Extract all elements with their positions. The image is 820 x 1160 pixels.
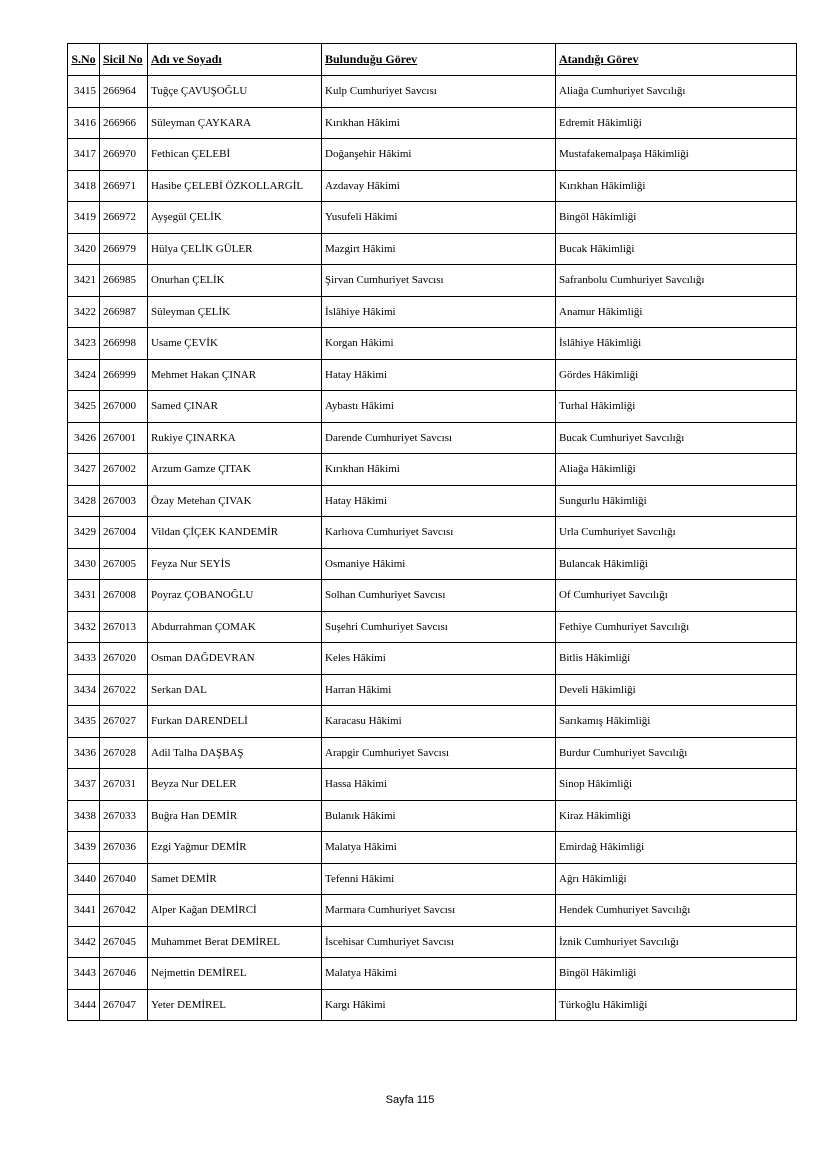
cell-assigned-post: Emirdağ Hâkimliği (556, 832, 797, 864)
cell-name: Vildan ÇİÇEK KANDEMİR (148, 517, 322, 549)
cell-assigned-post: Bucak Cumhuriyet Savcılığı (556, 422, 797, 454)
cell-sno: 3433 (68, 643, 100, 675)
cell-sno: 3422 (68, 296, 100, 328)
cell-name: Tuğçe ÇAVUŞOĞLU (148, 76, 322, 108)
cell-current-post: Osmaniye Hâkimi (322, 548, 556, 580)
table-row (68, 643, 797, 675)
cell-name: Osman DAĞDEVRAN (148, 643, 322, 675)
cell-current-post: Solhan Cumhuriyet Savcısı (322, 580, 556, 612)
cell-current-post: Malatya Hâkimi (322, 832, 556, 864)
header-sno: S.No (68, 44, 100, 76)
cell-assigned-post: Hendek Cumhuriyet Savcılığı (556, 895, 797, 927)
cell-sno: 3426 (68, 422, 100, 454)
cell-name: Rukiye ÇINARKA (148, 422, 322, 454)
cell-current-post: Darende Cumhuriyet Savcısı (322, 422, 556, 454)
table-header-row (68, 44, 797, 76)
table-row (68, 485, 797, 517)
cell-current-post: Yusufeli Hâkimi (322, 202, 556, 234)
cell-assigned-post: Aliağa Cumhuriyet Savcılığı (556, 76, 797, 108)
cell-current-post: Mazgirt Hâkimi (322, 233, 556, 265)
cell-sno: 3420 (68, 233, 100, 265)
table-row (68, 139, 797, 171)
table-row (68, 265, 797, 297)
cell-sno: 3431 (68, 580, 100, 612)
cell-sno: 3421 (68, 265, 100, 297)
cell-assigned-post: Bulancak Hâkimliği (556, 548, 797, 580)
cell-current-post: Kırıkhan Hâkimi (322, 454, 556, 486)
table-row (68, 580, 797, 612)
cell-sicil-no: 266979 (100, 233, 148, 265)
table-row (68, 454, 797, 486)
cell-assigned-post: Bingöl Hâkimliği (556, 958, 797, 990)
cell-name: Arzum Gamze ÇITAK (148, 454, 322, 486)
cell-sno: 3444 (68, 989, 100, 1021)
cell-assigned-post: Sungurlu Hâkimliği (556, 485, 797, 517)
table-row (68, 863, 797, 895)
cell-assigned-post: Anamur Hâkimliği (556, 296, 797, 328)
cell-current-post: Doğanşehir Hâkimi (322, 139, 556, 171)
cell-sicil-no: 267002 (100, 454, 148, 486)
cell-sicil-no: 266964 (100, 76, 148, 108)
cell-assigned-post: Sarıkamış Hâkimliği (556, 706, 797, 738)
cell-current-post: Hatay Hâkimi (322, 359, 556, 391)
cell-assigned-post: Safranbolu Cumhuriyet Savcılığı (556, 265, 797, 297)
cell-name: Buğra Han DEMİR (148, 800, 322, 832)
cell-sicil-no: 267033 (100, 800, 148, 832)
cell-assigned-post: Urla Cumhuriyet Savcılığı (556, 517, 797, 549)
cell-sicil-no: 267040 (100, 863, 148, 895)
cell-sicil-no: 266966 (100, 107, 148, 139)
cell-sno: 3434 (68, 674, 100, 706)
cell-current-post: Arapgir Cumhuriyet Savcısı (322, 737, 556, 769)
cell-name: Furkan DARENDELİ (148, 706, 322, 738)
cell-sno: 3427 (68, 454, 100, 486)
cell-current-post: Kulp Cumhuriyet Savcısı (322, 76, 556, 108)
cell-current-post: İscehisar Cumhuriyet Savcısı (322, 926, 556, 958)
table-row (68, 926, 797, 958)
appointments-table (67, 43, 797, 1021)
cell-current-post: Malatya Hâkimi (322, 958, 556, 990)
cell-current-post: Hatay Hâkimi (322, 485, 556, 517)
cell-assigned-post: Aliağa Hâkimliği (556, 454, 797, 486)
cell-sicil-no: 267031 (100, 769, 148, 801)
cell-name: Nejmettin DEMİREL (148, 958, 322, 990)
cell-sno: 3442 (68, 926, 100, 958)
cell-sicil-no: 266998 (100, 328, 148, 360)
cell-name: Abdurrahman ÇOMAK (148, 611, 322, 643)
cell-assigned-post: Bucak Hâkimliği (556, 233, 797, 265)
table-row (68, 202, 797, 234)
table-row (68, 391, 797, 423)
cell-name: Hasibe ÇELEBİ ÖZKOLLARGİL (148, 170, 322, 202)
cell-assigned-post: Sinop Hâkimliği (556, 769, 797, 801)
cell-assigned-post: Türkoğlu Hâkimliği (556, 989, 797, 1021)
cell-current-post: Marmara Cumhuriyet Savcısı (322, 895, 556, 927)
cell-sno: 3418 (68, 170, 100, 202)
table-row (68, 737, 797, 769)
cell-sno: 3429 (68, 517, 100, 549)
cell-sicil-no: 267020 (100, 643, 148, 675)
cell-assigned-post: Kiraz Hâkimliği (556, 800, 797, 832)
cell-sicil-no: 266971 (100, 170, 148, 202)
cell-name: Süleyman ÇELİK (148, 296, 322, 328)
cell-name: Mehmet Hakan ÇINAR (148, 359, 322, 391)
cell-current-post: Tefenni Hâkimi (322, 863, 556, 895)
cell-sicil-no: 267005 (100, 548, 148, 580)
cell-sno: 3430 (68, 548, 100, 580)
cell-current-post: Karlıova Cumhuriyet Savcısı (322, 517, 556, 549)
cell-sicil-no: 266972 (100, 202, 148, 234)
cell-name: Fethican ÇELEBİ (148, 139, 322, 171)
cell-assigned-post: Edremit Hâkimliği (556, 107, 797, 139)
cell-sicil-no: 266985 (100, 265, 148, 297)
cell-name: Samed ÇINAR (148, 391, 322, 423)
cell-name: Beyza Nur DELER (148, 769, 322, 801)
cell-sicil-no: 267036 (100, 832, 148, 864)
table-row (68, 706, 797, 738)
cell-current-post: Keles Hâkimi (322, 643, 556, 675)
cell-sno: 3435 (68, 706, 100, 738)
cell-assigned-post: Ağrı Hâkimliği (556, 863, 797, 895)
cell-sno: 3441 (68, 895, 100, 927)
cell-current-post: Kargı Hâkimi (322, 989, 556, 1021)
cell-current-post: Harran Hâkimi (322, 674, 556, 706)
cell-current-post: Bulanık Hâkimi (322, 800, 556, 832)
table-row (68, 800, 797, 832)
table-row (68, 76, 797, 108)
cell-current-post: Kırıkhan Hâkimi (322, 107, 556, 139)
cell-sicil-no: 267046 (100, 958, 148, 990)
cell-sicil-no: 267008 (100, 580, 148, 612)
table-row (68, 989, 797, 1021)
cell-current-post: Aybastı Hâkimi (322, 391, 556, 423)
cell-name: Onurhan ÇELİK (148, 265, 322, 297)
cell-sicil-no: 266970 (100, 139, 148, 171)
cell-current-post: Hassa Hâkimi (322, 769, 556, 801)
cell-current-post: Suşehri Cumhuriyet Savcısı (322, 611, 556, 643)
cell-name: Serkan DAL (148, 674, 322, 706)
cell-sicil-no: 267003 (100, 485, 148, 517)
table-row (68, 422, 797, 454)
table-row (68, 895, 797, 927)
cell-assigned-post: Fethiye Cumhuriyet Savcılığı (556, 611, 797, 643)
cell-sicil-no: 267000 (100, 391, 148, 423)
table-row (68, 769, 797, 801)
table-row (68, 517, 797, 549)
cell-current-post: Karacasu Hâkimi (322, 706, 556, 738)
cell-sicil-no: 267045 (100, 926, 148, 958)
cell-assigned-post: Mustafakemalpaşa Hâkimliği (556, 139, 797, 171)
table-row (68, 170, 797, 202)
cell-sno: 3425 (68, 391, 100, 423)
table-row (68, 328, 797, 360)
table-row (68, 958, 797, 990)
cell-assigned-post: İslâhiye Hâkimliği (556, 328, 797, 360)
cell-name: Feyza Nur SEYİS (148, 548, 322, 580)
header-current-post: Bulunduğu Görev (322, 44, 556, 76)
cell-name: Samet DEMİR (148, 863, 322, 895)
cell-sno: 3416 (68, 107, 100, 139)
cell-assigned-post: Gördes Hâkimliği (556, 359, 797, 391)
cell-current-post: Korgan Hâkimi (322, 328, 556, 360)
table-row (68, 233, 797, 265)
cell-sno: 3423 (68, 328, 100, 360)
cell-sicil-no: 267027 (100, 706, 148, 738)
cell-sno: 3436 (68, 737, 100, 769)
cell-sno: 3415 (68, 76, 100, 108)
cell-sicil-no: 267004 (100, 517, 148, 549)
cell-sno: 3438 (68, 800, 100, 832)
cell-sicil-no: 267028 (100, 737, 148, 769)
cell-sno: 3439 (68, 832, 100, 864)
cell-assigned-post: Of Cumhuriyet Savcılığı (556, 580, 797, 612)
cell-sno: 3437 (68, 769, 100, 801)
page-number: Sayfa 115 (385, 1094, 435, 1106)
header-assigned-post: Atandığı Görev (556, 44, 797, 76)
cell-sno: 3424 (68, 359, 100, 391)
cell-name: Özay Metehan ÇIVAK (148, 485, 322, 517)
cell-name: Muhammet Berat DEMİREL (148, 926, 322, 958)
cell-sicil-no: 266999 (100, 359, 148, 391)
cell-name: Ayşegül ÇELİK (148, 202, 322, 234)
cell-sno: 3417 (68, 139, 100, 171)
cell-assigned-post: Bitlis Hâkimliği (556, 643, 797, 675)
cell-assigned-post: İznik Cumhuriyet Savcılığı (556, 926, 797, 958)
table-row (68, 107, 797, 139)
cell-assigned-post: Kırıkhan Hâkimliği (556, 170, 797, 202)
cell-name: Ezgi Yağmur DEMİR (148, 832, 322, 864)
cell-sicil-no: 267042 (100, 895, 148, 927)
cell-name: Alper Kağan DEMİRCİ (148, 895, 322, 927)
header-name: Adı ve Soyadı (148, 44, 322, 76)
cell-current-post: Azdavay Hâkimi (322, 170, 556, 202)
cell-sno: 3440 (68, 863, 100, 895)
cell-current-post: İslâhiye Hâkimi (322, 296, 556, 328)
cell-name: Süleyman ÇAYKARA (148, 107, 322, 139)
table-row (68, 296, 797, 328)
table-row (68, 832, 797, 864)
cell-name: Hülya ÇELİK GÜLER (148, 233, 322, 265)
table-row (68, 548, 797, 580)
cell-sicil-no: 267047 (100, 989, 148, 1021)
cell-sicil-no: 267013 (100, 611, 148, 643)
cell-sno: 3443 (68, 958, 100, 990)
cell-name: Yeter DEMİREL (148, 989, 322, 1021)
table-row (68, 611, 797, 643)
cell-name: Usame ÇEVİK (148, 328, 322, 360)
table-row (68, 359, 797, 391)
cell-current-post: Şirvan Cumhuriyet Savcısı (322, 265, 556, 297)
cell-assigned-post: Burdur Cumhuriyet Savcılığı (556, 737, 797, 769)
cell-sicil-no: 267001 (100, 422, 148, 454)
cell-sicil-no: 266987 (100, 296, 148, 328)
cell-sno: 3428 (68, 485, 100, 517)
header-sicil-no: Sicil No (100, 44, 148, 76)
cell-name: Poyraz ÇOBANOĞLU (148, 580, 322, 612)
cell-assigned-post: Bingöl Hâkimliği (556, 202, 797, 234)
cell-name: Adil Talha DAŞBAŞ (148, 737, 322, 769)
table-row (68, 674, 797, 706)
cell-assigned-post: Turhal Hâkimliği (556, 391, 797, 423)
cell-assigned-post: Develi Hâkimliği (556, 674, 797, 706)
cell-sno: 3432 (68, 611, 100, 643)
cell-sno: 3419 (68, 202, 100, 234)
cell-sicil-no: 267022 (100, 674, 148, 706)
